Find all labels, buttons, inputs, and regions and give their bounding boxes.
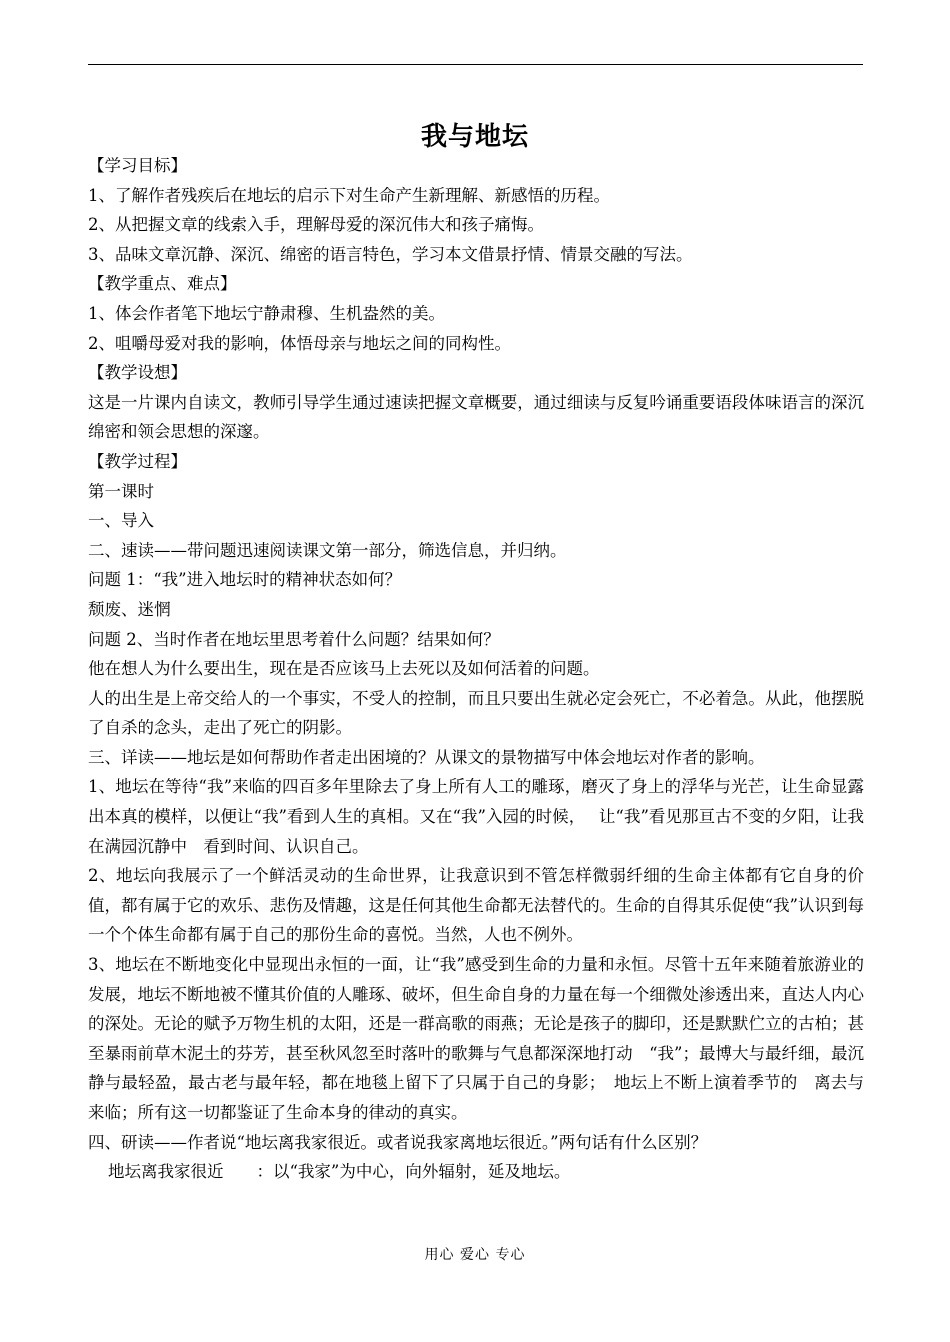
section-heading-focus: 【教学重点、难点】 [88,274,237,294]
section-heading-idea: 【教学设想】 [88,363,187,383]
question: 问题 1：“我”进入地坛时的精神状态如何？ [88,570,402,590]
answer: 他在想人为什么要出生，现在是否应该马上去死以及如何活着的问题。 [88,659,600,679]
goal-item: 2、从把握文章的线索入手，理解母爱的深沉伟大和孩子痛悔。 [88,215,544,235]
step-heading: 一、导入 [88,511,154,531]
step-heading: 三、详读——地坛是如何帮助作者走出困境的？从课文的景物描写中体会地坛对作者的影响。 [88,747,765,767]
goal-item: 1、了解作者残疾后在地坛的启示下对生命产生新理解、新感悟的历程。 [88,185,610,205]
header-rule [88,64,863,65]
focus-item: 2、咀嚼母爱对我的影响，体悟母亲与地坛之间的同构性。 [88,333,511,353]
lesson-label: 第一课时 [88,481,154,501]
answer: 颓废、迷惘 [88,599,171,619]
section-heading-process: 【教学过程】 [88,451,187,471]
step-heading: 四、研读——作者说“地坛离我家很近。或者说我家离地坛很近。”两句话有什么区别？ [88,1132,708,1152]
page-footer: 用心 爱心 专心 [424,1247,526,1263]
section-heading-goals: 【学习目标】 [88,156,187,175]
focus-item: 1、体会作者笔下地坛宁静肃穆、生机盎然的美。 [88,303,445,323]
detail-paragraph: 2、地坛向我展示了一个鲜活灵动的生命世界，让我意识到不管怎样微弱纤细的生命主体都有它自身的价值，都有属于它的欢乐、悲伤及情趣，这是任何其他生命都无法替代的。生命的自得其乐促使“我”认识到每一个个体生命都有属于自己的那份生命的喜悦。当然，人也不例外。 [88,866,864,945]
goal-item: 3、品味文章沉静、深沉、绵密的语言特色，学习本文借景抒情、情景交融的写法。 [88,244,693,264]
idea-paragraph: 这是一片课内自读文，教师引导学生通过速读把握文章概要，通过细读与反复吟诵重要语段体味语言的深沉绵密和领会思想的深邃。 [88,392,864,442]
detail-paragraph: 1、地坛在等待“我”来临的四百多年里除去了身上所有人工的雕琢，磨灭了身上的浮华与光芒，让生命显露出本真的模样，以便让“我”看到人生的真相。又在“我”入园的时候， 让“我”看见那亘古不变的夕阳，让我在满园沉静中 看到时间、认识自己。 [88,777,864,856]
step-heading: 二、速读——带问题迅速阅读课文第一部分，筛选信息，并归纳。 [88,540,567,560]
answer-paragraph: 人的出生是上帝交给人的一个事实，不受人的控制，而且只要出生就必定会死亡，不必着急。从此，他摆脱了自杀的念头，走出了死亡的阴影。 [88,688,864,738]
page-title: 我与地坛 [420,122,529,152]
detail-paragraph: 3、地坛在不断地变化中显现出永恒的一面，让“我”感受到生命的力量和永恒。尽管十五年来随着旅游业的发展，地坛不断地被不懂其价值的人雕琢、破坏，但生命自身的力量在每一个细微处渗透出来，直达人内心的深处。无论的赋予万物生机的太阳，还是一群高歌的雨燕；无论是孩子的脚印，还是默默伫立的古柏；甚至暴雨前草木泥土的芬芳，甚至秋风忽至时落叶的歌舞与气息都深深地打动 “我”；最博大与最纤细，最沉静与最轻盈，最古老与最年轻，都在地毯上留下了只属于自己的身影； 地坛上不断上演着季节的 离去与来临；所有这一切都鉴证了生命本身的律动的真实。 [88,955,864,1122]
question: 问题 2、当时作者在地坛里思考着什么问题？结果如何？ [88,629,500,649]
document-body [88,151,864,1187]
study-item: 地坛离我家很近 ：以“我家”为中心，向外辐射，延及地坛。 [108,1162,571,1182]
